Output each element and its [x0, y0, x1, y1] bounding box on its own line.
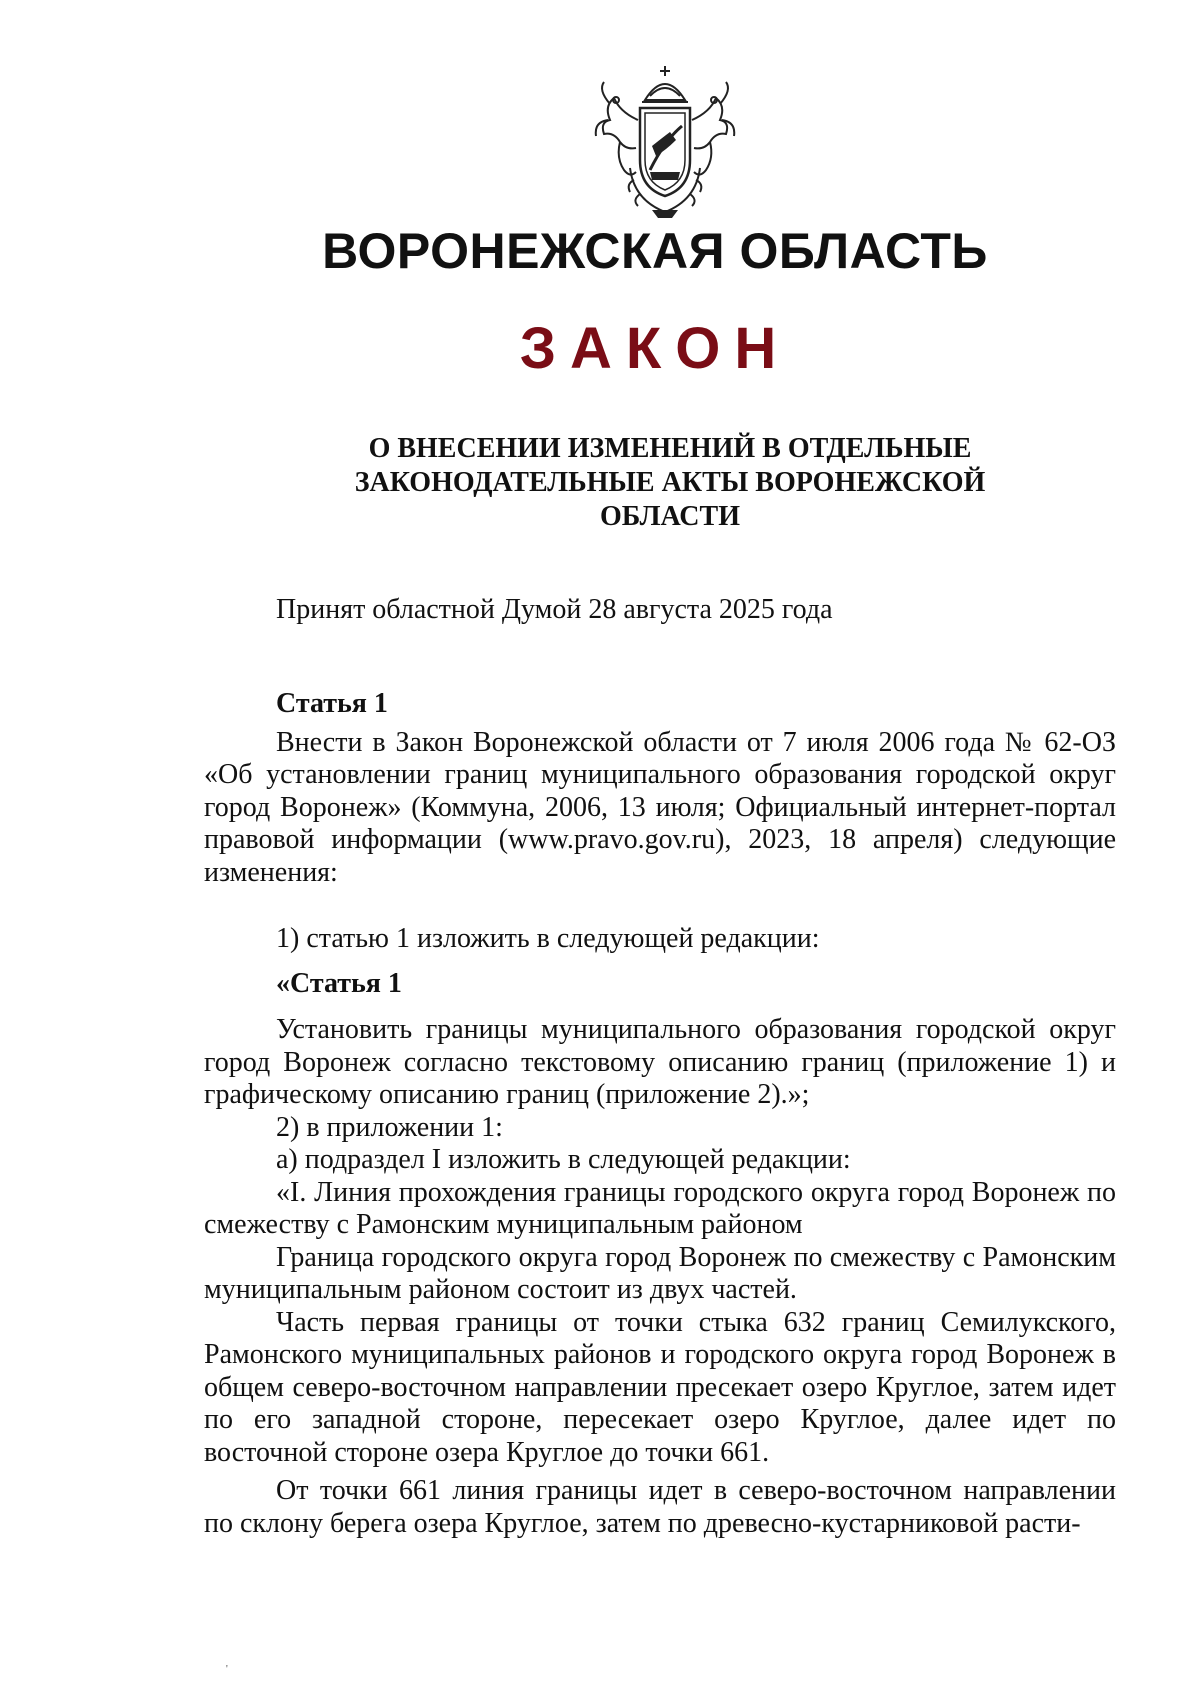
section-title: «I. Линия прохождения границы городского округа город Воронеж по смежеству с Рамонским муниципальным районом [204, 1176, 1116, 1240]
item-2: 2) в приложении 1: [276, 1111, 503, 1143]
item-2a: а) подраздел I изложить в следующей редакции: [276, 1144, 851, 1175]
paragraph: От точки 661 линия границы идет в северо-восточном направлении по склону берега озера Круглое, затем по древесно-кустарниковой расти- [204, 1475, 1116, 1539]
article-intro: Внести в Закон Воронежской области от 7 июля 2006 года № 62-ОЗ «Об установлении границ муниципального образования городской округ город Воронеж» (Коммуна, 2006, 13 июля; Официальный интернет-портал правовой информации (www.pravo.gov.ru), 2023, 18 апреля) следующие изменения: [204, 726, 1116, 888]
law-title-line: О ВНЕСЕНИИ ИЗМЕНЕНИЙ В ОТДЕЛЬНЫЕ [368, 433, 972, 464]
paragraph: Часть первая границы от точки стыка 632 границ Семилукского, Рамонского муниципальных районов и городского округа город Воронеж в общем северо-восточном направлении пресекает озеро Круглое, затем идет по его западной стороне, пересекает озеро Круглое, далее идет по восточной стороне озера Круглое до точки 661. [204, 1306, 1116, 1468]
paragraph: Граница городского округа город Воронеж по смежеству с Рамонским муниципальным районом состоит из двух частей. [204, 1241, 1116, 1305]
quoted-article-text: Установить границы муниципального образования городской округ город Воронеж согласно текстовому описанию границ (приложение 1) и графическому описанию границ (приложение 2).»; [204, 1014, 1116, 1110]
law-title [300, 432, 1040, 534]
region-title: ВОРОНЕЖСКАЯ ОБЛАСТЬ [322, 223, 988, 279]
quoted-article-heading: «Статья 1 [276, 967, 402, 999]
article-1 [204, 688, 1116, 1540]
article-heading: Статья 1 [276, 688, 388, 719]
law-title-line: ОБЛАСТИ [600, 501, 740, 532]
item-1: 1) статью 1 изложить в следующей редакции: [276, 923, 820, 954]
adoption-date: Принят областной Думой 28 августа 2025 года [276, 594, 833, 625]
scan-speck: ' [226, 1664, 228, 1675]
coat-of-arms-icon [590, 60, 740, 220]
law-title-line: ЗАКОНОДАТЕЛЬНЫЕ АКТЫ ВОРОНЕЖСКОЙ [354, 467, 986, 498]
document-type: ЗАКОН [519, 316, 791, 381]
